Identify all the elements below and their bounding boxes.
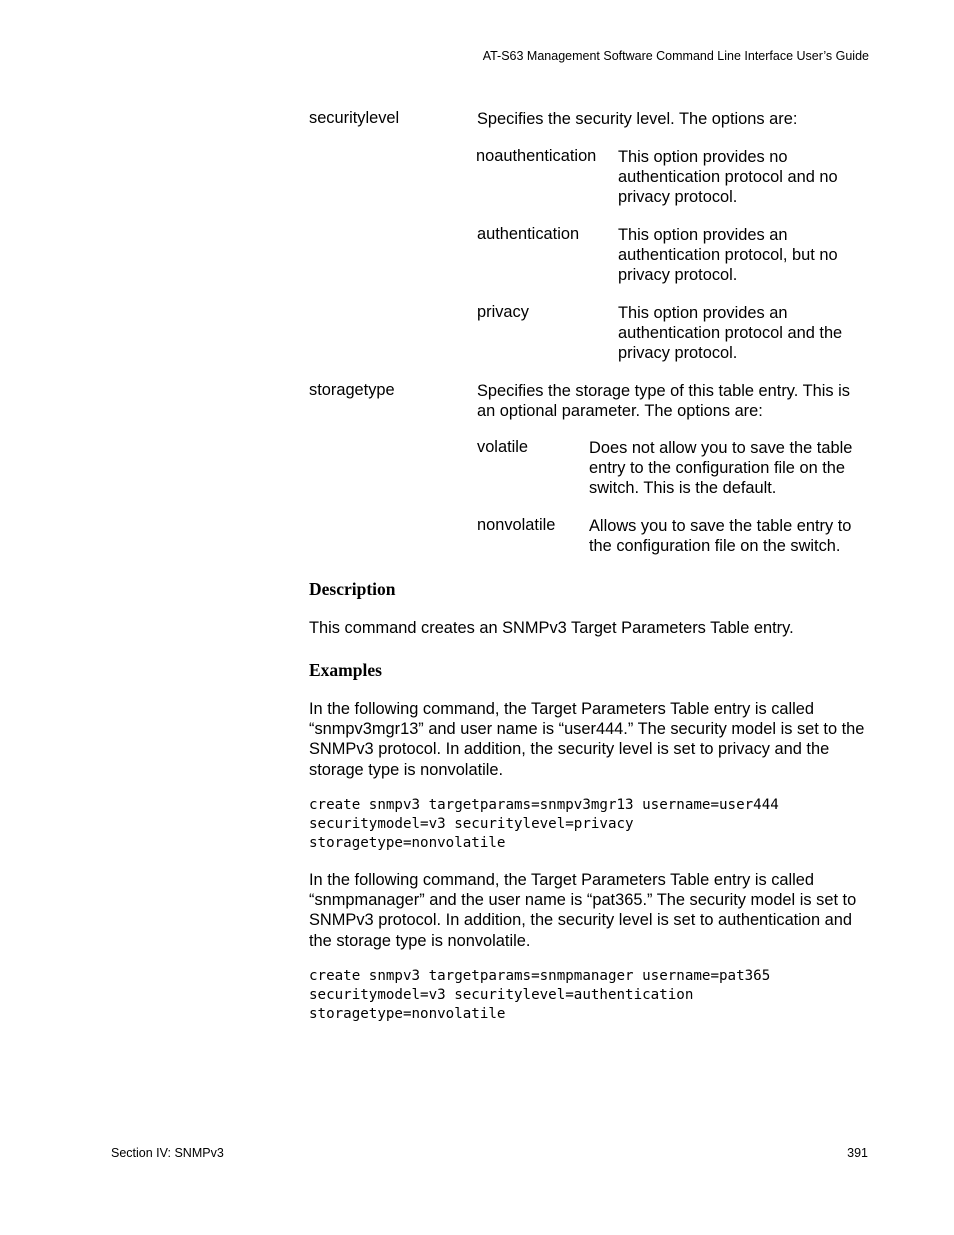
option-name-volatile: volatile: [477, 438, 529, 456]
param-name-securitylevel: securitylevel: [309, 109, 400, 127]
option-description-privacy: This option provides an authentication protocol and the privacy protocol.: [618, 304, 843, 363]
option-description-authentication: This option provides an authentication protocol, but no privacy protocol.: [618, 226, 838, 285]
running-header: AT-S63 Management Software Command Line Interface User’s Guide: [482, 49, 869, 63]
option-description-nonvolatile: Allows you to save the table entry to the configuration file on the switch.: [589, 517, 852, 556]
param-name-storagetype: storagetype: [309, 381, 395, 399]
description-heading: Description: [309, 579, 396, 599]
option-name-noauthentication: noauthentication: [476, 147, 597, 165]
example-1-code: create snmpv3 targetparams=snmpv3mgr13 username=user444 securitymodel=v3 securitylevel=privacy storagetype=nonvolatile: [309, 797, 779, 851]
example-2-text: In the following command, the Target Parameters Table entry is called “snmpmanager” and the user name is “pat365.” The security model is set to SNMPv3 protocol. In addition, the security level is set to authentication and the storage type is nonvolatile.: [309, 871, 857, 950]
footer-section: Section IV: SNMPv3: [111, 1146, 224, 1160]
page-number: 391: [847, 1146, 868, 1160]
option-name-authentication: authentication: [477, 225, 580, 243]
param-description-securitylevel: Specifies the security level. The options are:: [477, 110, 798, 128]
option-name-privacy: privacy: [477, 303, 529, 321]
param-description-storagetype: Specifies the storage type of this table entry. This is an optional parameter. The options are:: [477, 382, 850, 421]
option-description-volatile: Does not allow you to save the table entry to the configuration file on the switch. This is the default.: [589, 439, 853, 498]
option-name-nonvolatile: nonvolatile: [477, 516, 556, 534]
example-2-code: create snmpv3 targetparams=snmpmanager username=pat365 securitymodel=v3 securitylevel=authentication storagetype=nonvolatile: [309, 968, 771, 1022]
example-1-text: In the following command, the Target Parameters Table entry is called “snmpv3mgr13” and user name is “user444.” The security model is set to the SNMPv3 protocol. In addition, the security level is set to privacy and the storage type is nonvolatile.: [309, 700, 865, 779]
examples-heading: Examples: [309, 660, 382, 680]
option-description-noauthentication: This option provides no authentication protocol and no privacy protocol.: [618, 148, 838, 207]
description-text: This command creates an SNMPv3 Target Parameters Table entry.: [309, 619, 794, 637]
